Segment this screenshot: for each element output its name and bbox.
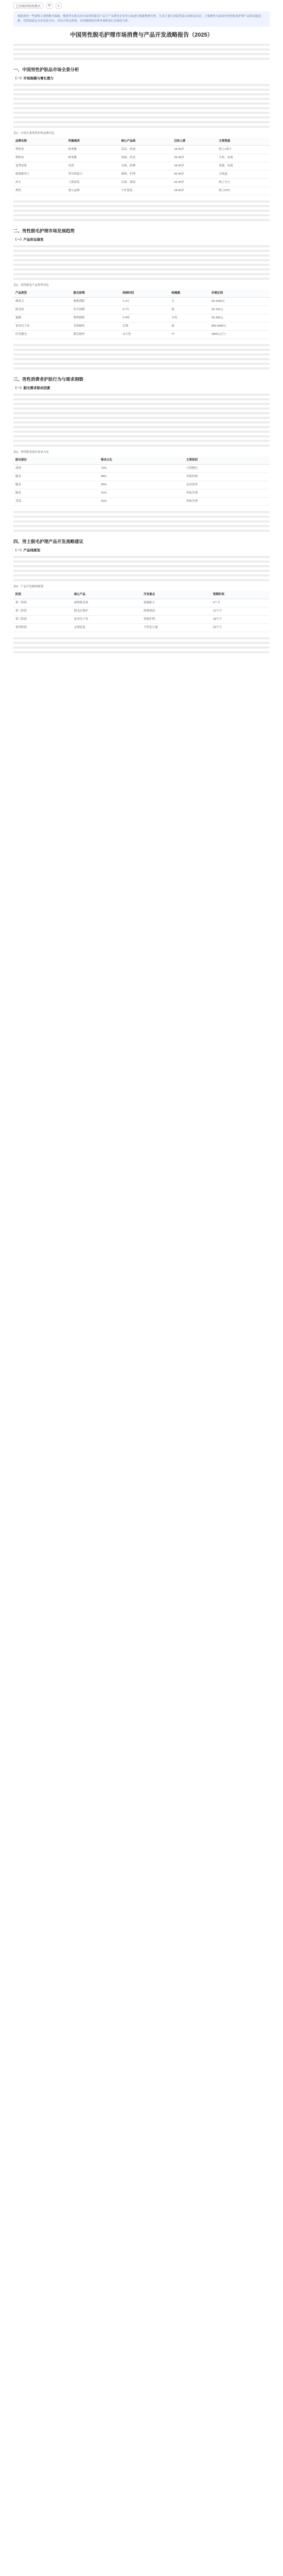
table-header: 核心产品 bbox=[72, 591, 142, 599]
table-cell: 20-40岁 bbox=[172, 171, 217, 179]
table-cell: 专柜、电商 bbox=[217, 154, 270, 162]
table-cell: 个性化方案 bbox=[142, 624, 211, 632]
mode-toggle-button[interactable] bbox=[13, 3, 43, 9]
paragraph-block bbox=[13, 97, 270, 101]
table-header: 脱毛原理 bbox=[72, 290, 120, 298]
table-header: 预期时间 bbox=[211, 591, 270, 599]
brand-table bbox=[13, 138, 270, 195]
paragraph-block bbox=[13, 578, 270, 583]
paragraph-block bbox=[13, 57, 270, 61]
table-row bbox=[13, 624, 270, 632]
paragraph-block bbox=[13, 204, 270, 209]
report-content bbox=[0, 33, 283, 655]
paragraph-block bbox=[13, 560, 270, 564]
table-cell: 蜜蜡 bbox=[13, 314, 72, 323]
paragraph-block bbox=[13, 641, 270, 646]
table-row bbox=[13, 187, 270, 195]
table-row bbox=[13, 323, 270, 331]
table-caption: 表3：男性脱毛部位需求占比 bbox=[13, 451, 49, 454]
table-cell: 18-30岁 bbox=[172, 162, 217, 171]
table-cell: 1-3天 bbox=[120, 298, 169, 306]
paragraph-block bbox=[13, 406, 270, 411]
table-cell: 运动需求 bbox=[184, 481, 270, 489]
paragraph-block bbox=[13, 646, 270, 650]
table-cell: 温和脱毛膏 bbox=[72, 599, 142, 607]
table-cell: 日常整洁 bbox=[184, 465, 270, 473]
table-cell: 72% bbox=[99, 465, 184, 473]
table-cell: 智能护理 bbox=[142, 616, 211, 624]
paragraph-block bbox=[13, 352, 270, 357]
table-row bbox=[13, 599, 270, 607]
table-cell: 剃须刀 bbox=[13, 298, 72, 306]
table-cell: 脱毛膏 bbox=[13, 306, 72, 314]
table-row bbox=[13, 146, 270, 154]
table-row bbox=[13, 298, 270, 306]
paragraph-block bbox=[13, 47, 270, 52]
table-cell: 24个月 bbox=[211, 624, 270, 632]
paragraph-block bbox=[13, 569, 270, 573]
table-cell: 商超、电商 bbox=[217, 162, 270, 171]
table-cell: 背部 bbox=[13, 498, 99, 506]
roadmap-table bbox=[13, 591, 270, 632]
section-heading: 三、男性消费者护肤行为与需求洞察 bbox=[13, 377, 84, 382]
table-cell: 碧欧泉 bbox=[13, 154, 66, 162]
table-cell: 3-7天 bbox=[120, 306, 169, 314]
table-cell: 理肤泉 bbox=[13, 146, 66, 154]
table-cell: 低 bbox=[169, 323, 209, 331]
paragraph-block bbox=[13, 213, 270, 218]
paragraph-block bbox=[13, 434, 270, 439]
paragraph-block bbox=[13, 416, 270, 420]
paragraph-block bbox=[13, 343, 270, 348]
table-cell: 25-45岁 bbox=[172, 154, 217, 162]
table-caption: 表2：男性脱毛产品类型对比 bbox=[13, 284, 49, 287]
copy-icon[interactable]: ⧉ bbox=[46, 3, 52, 9]
table-cell: 第四阶段 bbox=[13, 624, 72, 632]
table-row bbox=[13, 162, 270, 171]
table-header: 价格区间 bbox=[209, 290, 270, 298]
paragraph-block bbox=[13, 253, 270, 258]
section-heading: 一、中国男性护肤品市场全景分析 bbox=[13, 67, 79, 72]
table-cell: 3000元以上 bbox=[209, 331, 270, 339]
table-row bbox=[13, 331, 270, 339]
table-row bbox=[13, 314, 270, 323]
table-cell: 50-2000元 bbox=[209, 298, 270, 306]
paragraph-block bbox=[13, 267, 270, 272]
table-cell: 2-4周 bbox=[120, 314, 169, 323]
section-heading: 四、男士脱毛护理产品开发战略建议 bbox=[13, 539, 84, 544]
table-header: 主要渠道 bbox=[217, 138, 270, 146]
paragraph-block bbox=[13, 88, 270, 92]
subsection-heading: （一）脱毛需求驱动因素 bbox=[13, 386, 50, 390]
paragraph-block bbox=[13, 83, 270, 88]
table-cell: 30-150元 bbox=[209, 306, 270, 314]
table-cell: 洁面、保湿 bbox=[119, 179, 172, 187]
table-header: 阶段 bbox=[13, 591, 72, 599]
paragraph-block bbox=[13, 362, 270, 366]
table-row bbox=[13, 489, 270, 498]
table-cell: 剃须、护理 bbox=[119, 171, 172, 179]
table-header: 疼痛感 bbox=[169, 290, 209, 298]
table-cell: 低敏配方 bbox=[142, 599, 211, 607]
table-cell: 胡须 bbox=[13, 465, 99, 473]
section-heading: 二、男性脱毛护理市场发展趋势 bbox=[13, 228, 75, 233]
table-cell: 保湿、抗老 bbox=[119, 154, 172, 162]
table-header: 产品类型 bbox=[13, 290, 72, 298]
table-cell: 胸毛 bbox=[13, 489, 99, 498]
table-header: 持续时间 bbox=[120, 290, 169, 298]
table-cell: 上海家化 bbox=[66, 179, 119, 187]
paragraph-block bbox=[13, 115, 270, 120]
paragraph-block bbox=[13, 393, 270, 397]
table-cell: 乐敦 bbox=[66, 162, 119, 171]
paragraph-block bbox=[13, 348, 270, 352]
table-cell: 长期 bbox=[120, 323, 169, 331]
table-header: 目标人群 bbox=[172, 138, 217, 146]
body-area-table bbox=[13, 456, 270, 506]
table-row bbox=[13, 171, 270, 179]
table-cell: 全渠道 bbox=[217, 171, 270, 179]
table-cell: 曼秀雷敦 bbox=[13, 162, 66, 171]
paragraph-block bbox=[13, 515, 270, 519]
paragraph-block bbox=[13, 106, 270, 111]
paragraph-block bbox=[13, 573, 270, 578]
paragraph-block bbox=[13, 218, 270, 223]
table-cell: 线上+线下 bbox=[217, 146, 270, 154]
paragraph-block bbox=[13, 366, 270, 371]
paragraph-block bbox=[13, 564, 270, 569]
table-cell: 无 bbox=[169, 298, 209, 306]
table-header: 脱毛部位 bbox=[13, 456, 99, 465]
table-row bbox=[13, 607, 270, 616]
table-cell: 激光破坏 bbox=[72, 331, 120, 339]
table-cell: 18-30岁 bbox=[172, 187, 217, 195]
table-header: 所属集团 bbox=[66, 138, 119, 146]
paragraph-block bbox=[13, 425, 270, 430]
table-cell: 洁面、防晒 bbox=[119, 162, 172, 171]
paragraph-block bbox=[13, 524, 270, 529]
paragraph-block bbox=[13, 439, 270, 444]
table-cell: 高夫 bbox=[13, 179, 66, 187]
table-cell: 第二阶段 bbox=[13, 607, 72, 616]
paragraph-block bbox=[13, 357, 270, 362]
paragraph-block bbox=[13, 120, 270, 125]
paragraph-block bbox=[13, 52, 270, 57]
table-header: 开发重点 bbox=[142, 591, 211, 599]
table-cell: 家用光子仪 bbox=[72, 616, 142, 624]
table-cell: 线上DTC bbox=[217, 187, 270, 195]
paragraph-block bbox=[13, 272, 270, 277]
table-cell: 中 bbox=[169, 331, 209, 339]
table-cell: 22-40岁 bbox=[172, 179, 217, 187]
paragraph-block bbox=[13, 199, 270, 204]
table-cell: 18-35岁 bbox=[172, 146, 217, 154]
table-cell: 欧莱雅 bbox=[66, 154, 119, 162]
table-cell: 理然 bbox=[13, 187, 66, 195]
paragraph-block bbox=[13, 529, 270, 533]
table-cell: 腿毛 bbox=[13, 481, 99, 489]
table-cell: 拜尔斯道夫 bbox=[66, 171, 119, 179]
paragraph-block bbox=[13, 650, 270, 655]
table-cell: 腋毛 bbox=[13, 473, 99, 481]
table-row bbox=[13, 465, 270, 473]
table-cell: 清洁、控油 bbox=[119, 146, 172, 154]
paragraph-block bbox=[13, 43, 270, 47]
table-cell: 18个月 bbox=[211, 616, 270, 624]
table-row bbox=[13, 154, 270, 162]
table-cell: 脱毛后修护 bbox=[72, 607, 142, 616]
paragraph-block bbox=[13, 209, 270, 213]
paragraph-block bbox=[13, 411, 270, 416]
paragraph-block bbox=[13, 636, 270, 641]
table-cell: 定制套装 bbox=[72, 624, 142, 632]
paragraph-block bbox=[13, 402, 270, 406]
table-header: 核心产品线 bbox=[119, 138, 172, 146]
table-cell: 第一阶段 bbox=[13, 599, 72, 607]
paragraph-block bbox=[13, 258, 270, 263]
table-header: 需求占比 bbox=[99, 456, 184, 465]
table-cell: 永久性 bbox=[120, 331, 169, 339]
subsection-heading: （一）产品形态演变 bbox=[13, 238, 44, 242]
table-row bbox=[13, 473, 270, 481]
paragraph-block bbox=[13, 420, 270, 425]
paragraph-block bbox=[13, 92, 270, 97]
table-cell: 800-3000元 bbox=[209, 323, 270, 331]
table-caption: 表1：中国主要男性护肤品牌对比 bbox=[13, 132, 55, 135]
table-cell: 医美激光 bbox=[13, 331, 72, 339]
table-row bbox=[13, 481, 270, 489]
table-cell: 光热破坏 bbox=[72, 323, 120, 331]
table-cell: 异味控制 bbox=[184, 473, 270, 481]
prompt-notice bbox=[13, 11, 270, 27]
paragraph-block bbox=[13, 277, 270, 281]
table-cell: 化学溶解 bbox=[72, 306, 120, 314]
table-cell: 线上为主 bbox=[217, 179, 270, 187]
table-header: 主要原因 bbox=[184, 456, 270, 465]
paragraph-block bbox=[13, 125, 270, 129]
table-cell: 50-300元 bbox=[209, 314, 270, 323]
table-cell: 第三阶段 bbox=[13, 616, 72, 624]
table-row bbox=[13, 306, 270, 314]
mode-label: 已切换到深度模式 bbox=[16, 5, 41, 8]
report-title: 中国男性脱毛护理市场消费与产品开发战略报告（2025） bbox=[70, 32, 213, 38]
subsection-heading: （一）市场规模与增长潜力 bbox=[13, 77, 54, 80]
table-cell: 6个月 bbox=[211, 599, 270, 607]
table-cell: 形象美观 bbox=[184, 489, 270, 498]
paragraph-block bbox=[13, 430, 270, 434]
table-row bbox=[13, 616, 270, 624]
paragraph-block bbox=[13, 263, 270, 267]
table-cell: 妮维雅男士 bbox=[13, 171, 66, 179]
table-row bbox=[13, 179, 270, 187]
paragraph-block bbox=[13, 555, 270, 560]
paragraph-block bbox=[13, 444, 270, 448]
paragraph-block bbox=[13, 519, 270, 524]
table-cell: 独立品牌 bbox=[66, 187, 119, 195]
table-header: 品牌名称 bbox=[13, 138, 66, 146]
table-cell: 形象美观 bbox=[184, 498, 270, 506]
paragraph-block bbox=[13, 249, 270, 253]
table-row bbox=[13, 498, 270, 506]
paragraph-block bbox=[13, 111, 270, 115]
table-cell: 中高 bbox=[169, 314, 209, 323]
table-cell: 欧莱雅 bbox=[66, 146, 119, 154]
table-cell: 35% bbox=[99, 481, 184, 489]
hair-removal-table bbox=[13, 290, 270, 339]
table-cell: 个护套装 bbox=[119, 187, 172, 195]
toolbar bbox=[0, 0, 283, 11]
refresh-icon[interactable]: ↻ bbox=[56, 3, 62, 9]
paragraph-block bbox=[13, 397, 270, 402]
subsection-heading: （一）产品线规划 bbox=[13, 549, 40, 552]
notice-text: 根据你的一些洞察主观判断并编辑，搜索所有相关的中国男性脱毛产品生产及销售企业等方面进行数据整理分析，生成主要行业趋势及市场格局信息，主要聚焦当前国内男性脱毛护理产品的功能创新、营销渠道及未来发展方向，并结合相关政策、市场数据和消费者调研进行多维度分析。 bbox=[17, 15, 261, 23]
table-cell: 低 bbox=[169, 306, 209, 314]
table-cell: 家用光子仪 bbox=[13, 323, 72, 331]
table-cell: 15% bbox=[99, 498, 184, 506]
paragraph-block bbox=[13, 101, 270, 106]
table-cell: 舒缓保湿 bbox=[142, 607, 211, 616]
paragraph-block bbox=[13, 244, 270, 249]
table-cell: 物理刮除 bbox=[72, 298, 120, 306]
table-cell: 48% bbox=[99, 473, 184, 481]
table-cell: 22% bbox=[99, 489, 184, 498]
paragraph-block bbox=[13, 510, 270, 515]
table-caption: 表4：产品开发路线规划 bbox=[13, 585, 44, 588]
table-cell: 12个月 bbox=[211, 607, 270, 616]
table-cell: 物理拔除 bbox=[72, 314, 120, 323]
